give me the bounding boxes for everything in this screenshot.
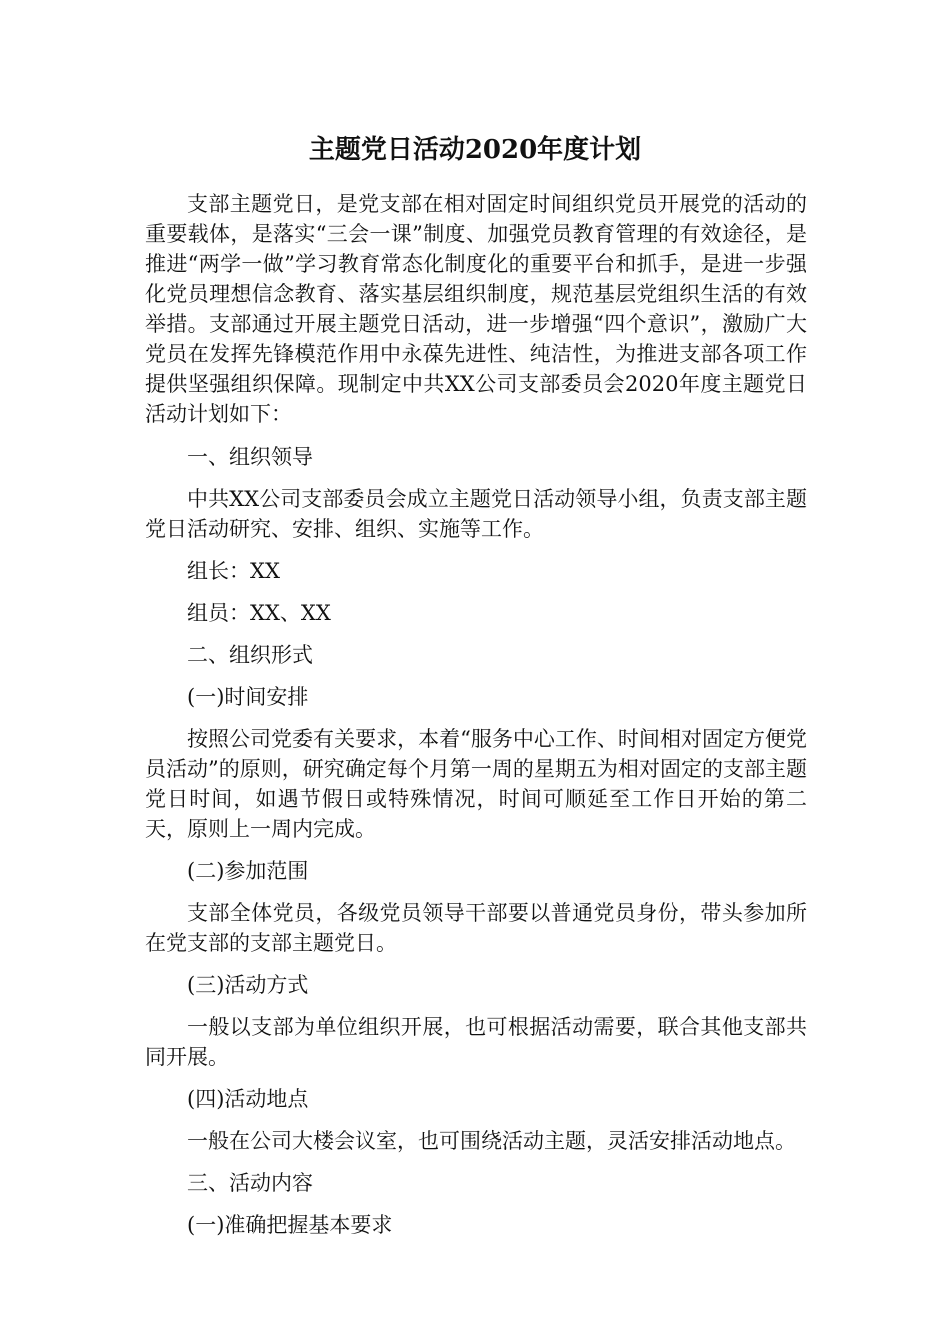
- subheading-location: (四)活动地点: [187, 1087, 309, 1111]
- location-paragraph: 一般在公司大楼会议室，也可围绕活动主题，灵活安排活动地点。: [187, 1129, 796, 1153]
- subheading-scope: (二)参加范围: [187, 859, 309, 883]
- leader-line: 组长：XX: [187, 559, 280, 583]
- subheading-schedule: (一)时间安排: [187, 685, 309, 709]
- subheading-method: (三)活动方式: [187, 973, 309, 997]
- section-heading-organization: 一、组织领导: [187, 445, 313, 469]
- scope-paragraph: 支部全体党员，各级党员领导干部要以普通党员身份，带头参加所在党支部的支部主题党日。: [145, 901, 807, 955]
- organization-paragraph: 中共XX公司支部委员会成立主题党日活动领导小组，负责支部主题党日活动研究、安排、组织、实施等工作。: [145, 487, 807, 541]
- document-title: 主题党日活动2020年度计划: [308, 135, 642, 165]
- method-paragraph: 一般以支部为单位组织开展，也可根据活动需要，联合其他支部共同开展。: [145, 1015, 807, 1069]
- intro-paragraph: 支部主题党日，是党支部在相对固定时间组织党员开展党的活动的重要载体，是落实“三会一课”制度、加强党员教育管理的有效途径，是推进“两学一做”学习教育常态化制度化的重要平台和抓手，是进一步强化党员理想信念教育、落实基层组织制度，规范基层党组织生活的有效举措。支部通过开展主题党日活动，进一步增强“四个意识”，激励广大党员在发挥先锋模范作用中永葆先进性、纯洁性，为推进支部各项工作提供坚强组织保障。现制定中共XX公司支部委员会2020年度主题党日活动计划如下：: [145, 192, 807, 426]
- members-line: 组员：XX、XX: [187, 601, 331, 625]
- section-heading-form: 二、组织形式: [187, 643, 313, 667]
- subheading-requirements: (一)准确把握基本要求: [187, 1213, 393, 1237]
- document-body: [145, 189, 807, 1240]
- section-heading-content: 三、活动内容: [187, 1171, 313, 1195]
- schedule-paragraph: 按照公司党委有关要求，本着“服务中心工作、时间相对固定方便党员活动”的原则，研究确定每个月第一周的星期五为相对固定的支部主题党日时间，如遇节假日或特殊情况，时间可顺延至工作日开始的第二天，原则上一周内完成。: [145, 727, 807, 841]
